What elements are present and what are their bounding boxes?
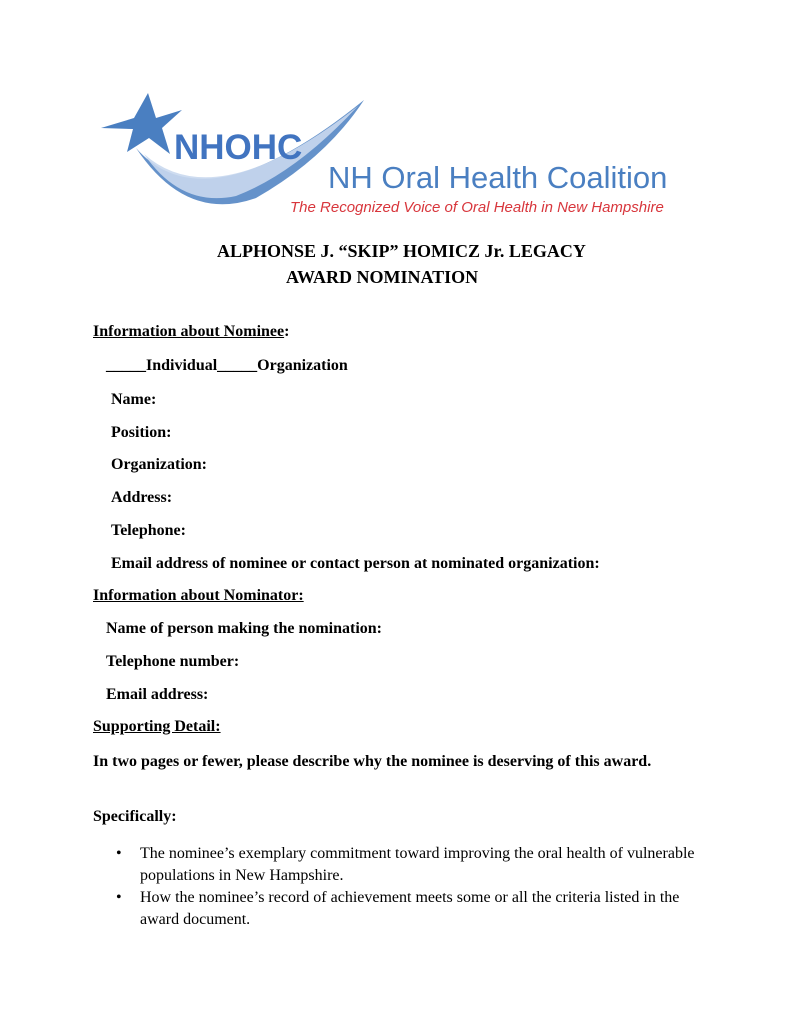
nominee-section-heading	[93, 323, 289, 341]
supporting-detail-heading: Supporting Detail:	[93, 718, 221, 735]
list-item	[116, 843, 696, 887]
list-item	[116, 887, 696, 931]
nominee-heading-colon: :	[284, 323, 290, 340]
supporting-detail-paragraph: In two pages or fewer, please describe why the nominee is deserving of this award.	[93, 753, 652, 770]
nominee-organization-label: Organization:	[111, 456, 207, 473]
logo-tagline: The Recognized Voice of Oral Health in New Hampshire	[290, 199, 664, 216]
bullet-icon: •	[116, 845, 122, 862]
bullet-icon: •	[116, 889, 122, 906]
bullet-text: The nominee’s exemplary commitment toward improving the oral health of vulnerable populations in New Hampshire.	[140, 845, 695, 884]
nominee-telephone-label: Telephone:	[111, 522, 186, 539]
document-title-line-1: ALPHONSE J. “SKIP” HOMICZ Jr. LEGACY	[217, 241, 586, 261]
nominee-heading-text: Information about Nominee	[93, 323, 285, 340]
nhohc-logo	[96, 88, 696, 223]
nominator-section-heading: Information about Nominator:	[93, 587, 304, 604]
nominator-email-label: Email address:	[106, 686, 209, 703]
nominee-name-label: Name:	[111, 391, 157, 408]
nominator-name-label: Name of person making the nomination:	[106, 620, 383, 637]
nominee-email-label: Email address of nominee or contact person at nominated organization:	[111, 555, 600, 572]
logo-organization-name: NH Oral Health Coalition	[328, 160, 668, 195]
nominator-telephone-label: Telephone number:	[106, 653, 240, 670]
specifically-label: Specifically:	[93, 808, 177, 825]
logo-abbreviation: NHOHC	[174, 128, 303, 167]
nominee-position-label: Position:	[111, 424, 172, 441]
criteria-bullet-list	[116, 843, 696, 931]
nominee-type-line: _____Individual_____Organization	[106, 357, 348, 374]
nominee-address-label: Address:	[111, 489, 173, 506]
document-title-line-2: AWARD NOMINATION	[286, 267, 479, 287]
bullet-text: How the nominee’s record of achievement meets some or all the criteria listed in the award document.	[140, 889, 680, 928]
